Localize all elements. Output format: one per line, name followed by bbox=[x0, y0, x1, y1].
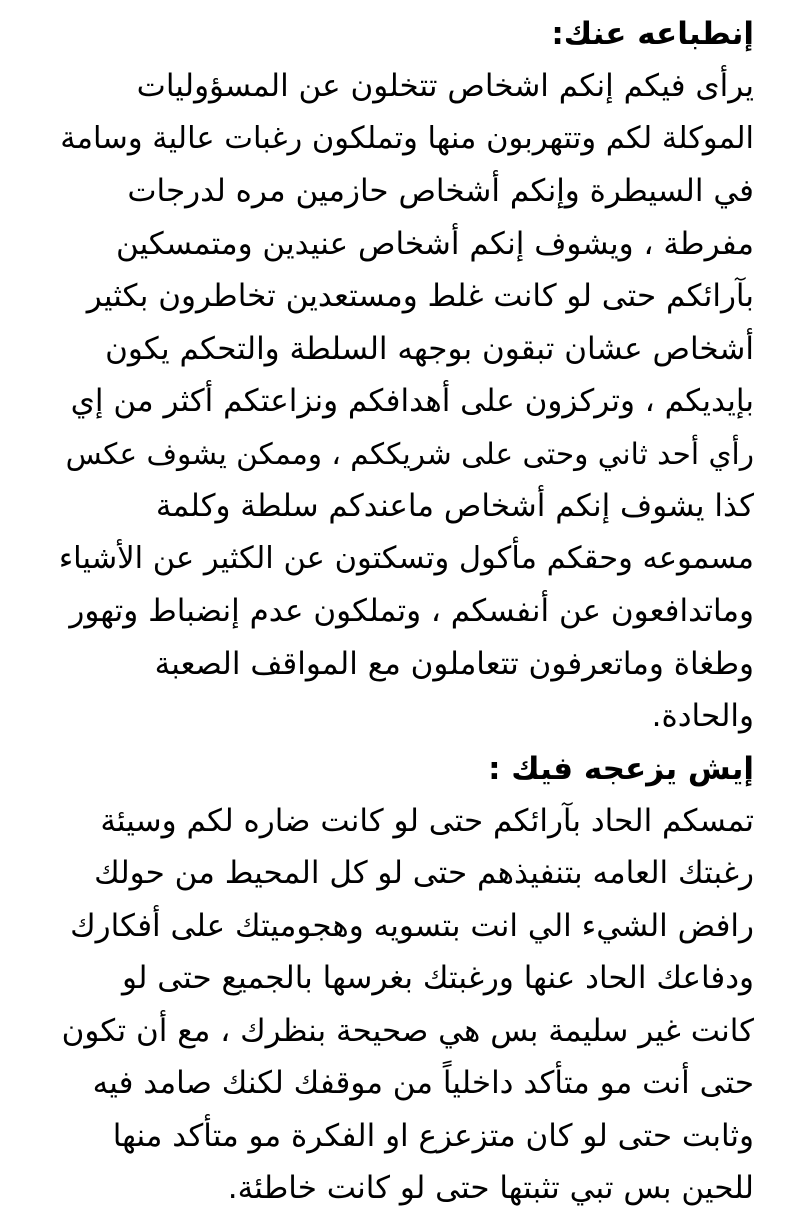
text-line: يرأى فيكم إنكم اشخاص تتخلون عن المسؤوليات bbox=[136, 68, 754, 104]
text-line: بآرائكم حتى لو كانت غلط ومستعدين تخاطرون بكثير bbox=[86, 278, 754, 314]
section-annoyances bbox=[56, 743, 754, 1215]
text-line: مسموعه وحقكم مأكول وتسكتون عن الكثير عن الأشياء bbox=[58, 540, 754, 576]
text-line: رغبتك العامه بتنفيذهم حتى لو كل المحيط من حولك bbox=[94, 855, 754, 891]
text-line: الموكلة لكم وتتهربون منها وتملكون رغبات عالية وسامة bbox=[60, 120, 754, 156]
text-line: وطغاة وماتعرفون تتعاملون مع المواقف الصعبة bbox=[154, 645, 754, 682]
section-heading: إيش يزعجه فيك : bbox=[488, 750, 754, 787]
text-line: رافض الشيء الي انت بتسويه وهجوميتك على أفكارك bbox=[70, 907, 754, 944]
text-line: للحين بس تبي تثبتها حتى لو كانت خاطئة. bbox=[227, 1170, 754, 1206]
text-line: بإيديكم ، وتركزون على أهدافكم ونزاعتكم أكثر من إي bbox=[70, 383, 754, 419]
text-line: رأي أحد ثاني وحتى على شريككم ، وممكن يشوف عكس bbox=[65, 436, 754, 471]
text-line: أشخاص عشان تبقون بوجهه السلطة والتحكم يكون bbox=[105, 330, 754, 367]
text-line: كذا يشوف إنكم أشخاص ماعندكم سلطة وكلمة bbox=[155, 488, 754, 524]
section-heading: إنطباعه عنك: bbox=[551, 16, 754, 52]
section-impression bbox=[56, 8, 754, 743]
text-line: والحادة. bbox=[651, 698, 754, 734]
text-line: في السيطرة وإنكم أشخاص حازمين مره لدرجات bbox=[127, 173, 754, 209]
text-line: تمسكم الحاد بآرائكم حتى لو كانت ضاره لكم وسيئة bbox=[100, 802, 754, 839]
text-line: كانت غير سليمة بس هي صحيحة بنظرك ، مع أن تكون bbox=[61, 1012, 754, 1049]
text-line: ودفاعك الحاد عنها ورغبتك بغرسها بالجميع حتى لو bbox=[121, 960, 754, 996]
text-line: وثابت حتى لو كان متزعزع او الفكرة مو متأكد منها bbox=[112, 1117, 754, 1154]
text-line: مفرطة ، ويشوف إنكم أشخاص عنيدين ومتمسكين bbox=[115, 225, 754, 262]
text-line: وماتدافعون عن أنفسكم ، وتملكون عدم إنضباط وتهور bbox=[69, 593, 754, 629]
text-line: حتى أنت مو متأكد داخلياً من موقفك لكنك صامد فيه bbox=[92, 1065, 754, 1101]
